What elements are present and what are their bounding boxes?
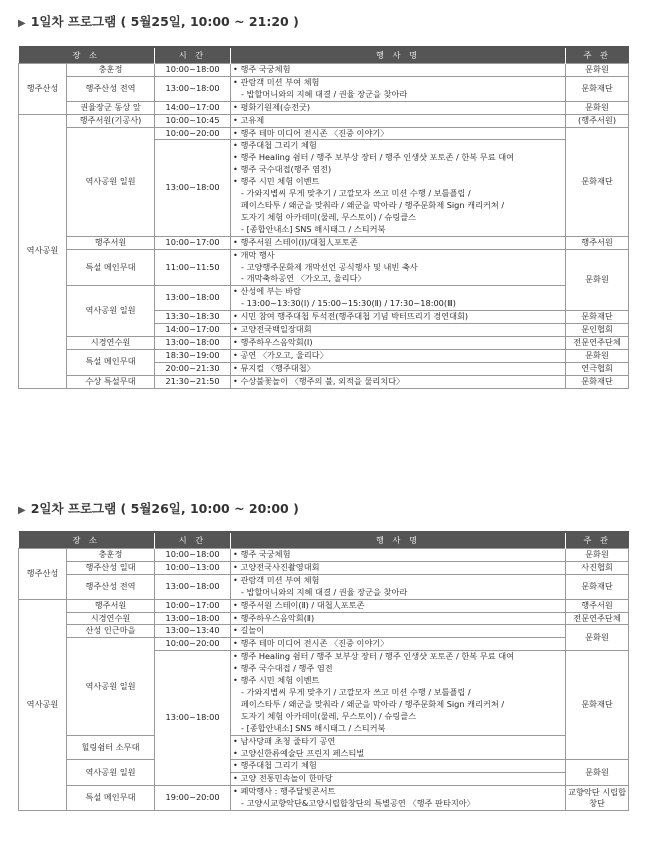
org-cell: (행주서원): [566, 114, 629, 127]
event-cell: • 행주하우스음악회(Ⅱ): [231, 612, 566, 625]
place-cell: 수상 특설무대: [67, 375, 155, 388]
event-cell: • 행주대첩 그리기 체험 • 행주 Healing 쉼터 / 행주 보부상 장터 / 행주 인생샷 포토존 / 한복 무료 대여 • 행주 국수대접(행주 염전) • 행주 시민 체험 이벤트 - 가와지볍씨 무게 맞추기 / 고깔모자 쓰고 미션 수행 / 보틀플립 / 페이스타투 / 왜군을 맞춰라 / 왜군을 막아라 / 행주문화제 Sign 캐리커쳐 / 도자기 체험 아카데미(물레, 무스토이) / 슈링클스 - [종합안내소] SNS 해시태그 / 스티커북: [231, 140, 566, 236]
org-cell: 문화원: [566, 64, 629, 77]
event-cell: • 행주 국궁체험: [231, 64, 566, 77]
header-org: 주 관: [566, 532, 629, 549]
event-cell: • 시민 참여 행주대첩 투석전(행주대첩 기념 박터뜨리기 경연대회): [231, 311, 566, 324]
header-org: 주 관: [566, 47, 629, 64]
place-cell: 행주서원(기공사): [67, 114, 155, 127]
event-cell: • 행주 Healing 쉼터 / 행주 보부상 장터 / 행주 인생샷 포토존 / 한복 무료 대여 • 행주 국수대접 / 행주 염전 • 행주 시민 체험 이벤트 - 가와지볍씨 무게 맞추기 / 고깔모자 쓰고 미션 수행 / 보틀플립 / 페이스타투 / 왜군을 맞춰라 / 왜군을 막아라 / 행주문화제 Sign 캐리커쳐 / 도자기 체험 아카데미(물레, 무스토이) / 슈링클스 - [종합안내소] SNS 해시태그 / 스티커북: [231, 651, 566, 735]
event-cell: • 고유제: [231, 114, 566, 127]
org-cell: 교향악단 시립합창단: [566, 786, 629, 811]
event-cell: • 고양 전통민속놀이 한마당: [231, 773, 566, 786]
table-row: [19, 561, 629, 574]
table-row: [19, 286, 629, 311]
event-cell: • 평화기원제(승전굿): [231, 101, 566, 114]
day1-title: ▶ 1일차 프로그램 ( 5월25일, 10:00 ~ 21:20 ): [18, 14, 299, 29]
table-row: [19, 625, 629, 638]
event-cell: • 공연 〈가오고, 울리다〉: [231, 349, 566, 362]
place-cell: 행주산성 일대: [67, 561, 155, 574]
time-cell: 13:30~18:30: [155, 311, 231, 324]
org-cell: 문화원: [566, 249, 629, 311]
time-cell: 21:30~21:50: [155, 375, 231, 388]
table-header: [19, 47, 629, 64]
table-row: [19, 349, 629, 362]
time-cell: 18:30~19:00: [155, 349, 231, 362]
header-place: 장 소: [19, 532, 155, 549]
place-cell: 충훈정: [67, 549, 155, 562]
table-row: [19, 549, 629, 562]
event-cell: • 개막 행사 - 고양행주문화제 개막선언 공식행사 및 내빈 축사 - 개막축하공연 〈가오고, 울리다〉: [231, 249, 566, 286]
table-row: [19, 612, 629, 625]
org-cell: 전문연주단체: [566, 612, 629, 625]
time-cell: 20:00~21:30: [155, 362, 231, 375]
table-row: [19, 574, 629, 599]
org-cell: 행주서원: [566, 599, 629, 612]
org-cell: 문화재단: [566, 127, 629, 236]
time-cell: 10:00~18:00: [155, 549, 231, 562]
place-cell: 역사공원 일원: [67, 127, 155, 236]
area-cell: 행주산성: [19, 549, 67, 600]
table-row: [19, 127, 629, 140]
time-cell: 10:00~18:00: [155, 64, 231, 77]
org-cell: 문화원: [566, 101, 629, 114]
event-cell: • 길놀이: [231, 625, 566, 638]
time-cell: 13:00~18:00: [155, 76, 231, 101]
time-cell: 13:00~18:00: [155, 612, 231, 625]
org-cell: 문화재단: [566, 76, 629, 101]
table-row: [19, 236, 629, 249]
header-time: 시 간: [155, 47, 231, 64]
header-place: 장 소: [19, 47, 155, 64]
org-cell: 사진협회: [566, 561, 629, 574]
time-cell: 13:00~18:00: [155, 286, 231, 311]
table-row: [19, 76, 629, 101]
day2-schedule-table: [18, 531, 629, 811]
org-cell: 문화원: [566, 760, 629, 786]
table-row: [19, 375, 629, 388]
event-cell: • 행주 국궁체험: [231, 549, 566, 562]
header-event: 행 사 명: [231, 532, 566, 549]
day1-schedule-table: [18, 46, 629, 389]
org-cell: 문인협회: [566, 324, 629, 337]
header-event: 행 사 명: [231, 47, 566, 64]
event-cell: • 뮤지컬 〈행주대첩〉: [231, 362, 566, 375]
table-row: [19, 249, 629, 286]
org-cell: 문화재단: [566, 651, 629, 760]
place-cell: 특설 메인무대: [67, 786, 155, 811]
table-row: [19, 638, 629, 651]
table-header: [19, 532, 629, 549]
event-cell: • 폐막행사 : 행주달빛콘서트 - 고양시교향악단&고양시립합창단의 특별공연 〈행주 판타지아〉: [231, 786, 566, 811]
event-cell: • 관람객 미션 부여 체험 - 밥할머니와의 지혜 대결 / 권율 장군을 찾아라: [231, 574, 566, 599]
place-cell: 역사공원 일원: [67, 638, 155, 735]
event-cell: • 수상불꽃놀이 〈행주의 불, 외적을 물리치다〉: [231, 375, 566, 388]
area-cell: 역사공원: [19, 114, 67, 388]
place-cell: 시경연수원: [67, 336, 155, 349]
triangle-icon: ▶: [18, 18, 26, 29]
table-row: [19, 735, 629, 760]
area-cell: 역사공원: [19, 599, 67, 810]
table-row: [19, 64, 629, 77]
event-cell: • 고양전국사진촬영대회: [231, 561, 566, 574]
area-cell: 행주산성: [19, 64, 67, 115]
org-cell: 문화원: [566, 625, 629, 651]
time-cell: 10:00~13:00: [155, 561, 231, 574]
place-cell: 행주서원: [67, 599, 155, 612]
org-cell: 문화원: [566, 549, 629, 562]
event-cell: • 고양전국백일장대회: [231, 324, 566, 337]
event-cell: • 행주대첩 그리기 체험: [231, 760, 566, 773]
org-cell: 문화재단: [566, 311, 629, 324]
table-row: [19, 599, 629, 612]
table-row: [19, 336, 629, 349]
day2-title: ▶ 2일차 프로그램 ( 5월26일, 10:00 ~ 20:00 ): [18, 501, 299, 516]
time-cell: 10:00~10:45: [155, 114, 231, 127]
event-cell: • 행주하우스음악회(Ⅰ): [231, 336, 566, 349]
event-cell: • 관람객 미션 부여 체험 - 밥할머니와의 지혜 대결 / 권율 장군을 찾아라: [231, 76, 566, 101]
place-cell: 충훈정: [67, 64, 155, 77]
time-cell: 14:00~17:00: [155, 101, 231, 114]
header-time: 시 간: [155, 532, 231, 549]
table-row: [19, 786, 629, 811]
org-cell: 전문연주단체: [566, 336, 629, 349]
time-cell: 13:00~18:00: [155, 140, 231, 236]
time-cell: 13:00~18:00: [155, 651, 231, 786]
time-cell: 13:00~18:00: [155, 574, 231, 599]
event-cell: • 행주 테마 미디어 전시존 〈진중 이야기〉: [231, 638, 566, 651]
time-cell: 10:00~20:00: [155, 638, 231, 651]
org-cell: 행주서원: [566, 236, 629, 249]
time-cell: 13:00~13:40: [155, 625, 231, 638]
place-cell: 역사공원 일원: [67, 760, 155, 786]
time-cell: 13:00~18:00: [155, 336, 231, 349]
event-cell: • 행주 테마 미디어 전시존 〈진중 이야기〉: [231, 127, 566, 140]
time-cell: 10:00~20:00: [155, 127, 231, 140]
table-row: [19, 101, 629, 114]
time-cell: 11:00~11:50: [155, 249, 231, 286]
table-row: [19, 114, 629, 127]
table-row: [19, 760, 629, 773]
place-cell: 권율장군 동상 앞: [67, 101, 155, 114]
place-cell: 역사공원 일원: [67, 286, 155, 337]
org-cell: 문화원: [566, 349, 629, 362]
place-cell: 특설 메인무대: [67, 349, 155, 375]
org-cell: 문화재단: [566, 574, 629, 599]
event-cell: • 행주서원 스테이(Ⅱ) / 대첩人포토존: [231, 599, 566, 612]
org-cell: 연극협회: [566, 362, 629, 375]
event-cell: • 남사당패 초청 줄타기 공연 • 고양신한류예술단 프린지 페스티벌: [231, 735, 566, 760]
event-cell: • 행주서원 스테이(Ⅰ)/대첩人포토존: [231, 236, 566, 249]
place-cell: 특설 메인무대: [67, 249, 155, 286]
place-cell: 행주산성 전역: [67, 574, 155, 599]
event-cell: • 산성에 부는 바람 - 13:00~13:30(Ⅰ) / 15:00~15:30(Ⅱ) / 17:30~18:00(Ⅲ): [231, 286, 566, 311]
time-cell: 10:00~17:00: [155, 236, 231, 249]
time-cell: 10:00~17:00: [155, 599, 231, 612]
place-cell: 시경연수원: [67, 612, 155, 625]
place-cell: 행주서원: [67, 236, 155, 249]
time-cell: 14:00~17:00: [155, 324, 231, 337]
place-cell: 힐링쉼터 소무대: [67, 735, 155, 760]
place-cell: 행주산성 전역: [67, 76, 155, 101]
org-cell: 문화재단: [566, 375, 629, 388]
triangle-icon: ▶: [18, 505, 26, 516]
place-cell: 산성 인근마을: [67, 625, 155, 638]
time-cell: 19:00~20:00: [155, 786, 231, 811]
